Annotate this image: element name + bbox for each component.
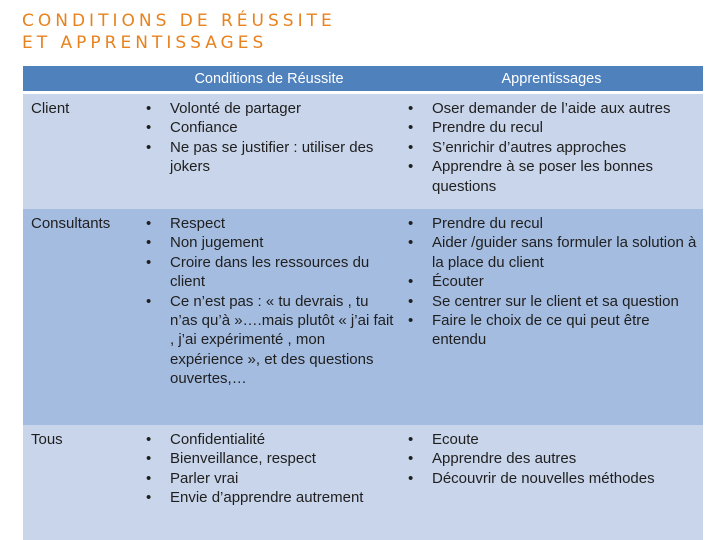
cell-apprentissages-tous	[400, 425, 703, 540]
header-conditions: Conditions de Réussite	[138, 66, 400, 93]
list-item: • Prendre du recul	[408, 214, 697, 233]
list-item: • Ce n’est pas : « tu devrais , tu n’as qu’à »….mais plutôt « j’ai fait , j’ai expérimenté , mon expérience », et des questions ouvertes,…	[146, 292, 394, 389]
list-item: • Prendre du recul	[408, 118, 697, 137]
list-item: • Ne pas se justifier : utiliser des jokers	[146, 138, 394, 177]
title-line-2: ET APPRENTISSAGES	[22, 33, 268, 53]
list-item: • Croire dans les ressources du client	[146, 253, 394, 292]
row-label-consultants: Consultants	[23, 209, 138, 425]
header-empty	[23, 66, 138, 93]
cell-conditions-tous	[138, 425, 400, 540]
list-item: • Envie d’apprendre autrement	[146, 488, 394, 507]
list-item: • Ecoute	[408, 430, 697, 449]
table-row-consultants	[23, 209, 703, 425]
header-row	[23, 66, 703, 93]
cell-conditions-consultants	[138, 209, 400, 425]
conditions-table	[23, 66, 703, 540]
list-item: • Oser demander de l’aide aux autres	[408, 99, 697, 118]
title-line-1: CONDITIONS DE RÉUSSITE	[22, 11, 336, 31]
list-item: • Confidentialité	[146, 430, 394, 449]
table-row-tous	[23, 425, 703, 540]
list-item: • Bienveillance, respect	[146, 449, 394, 468]
list-item: • Confiance	[146, 118, 394, 137]
table-row-client	[23, 93, 703, 210]
header-apprentissages: Apprentissages	[400, 66, 703, 93]
cell-conditions-client	[138, 93, 400, 210]
cell-apprentissages-consultants	[400, 209, 703, 425]
list-item: • Apprendre à se poser les bonnes questions	[408, 157, 697, 196]
list-item: • Découvrir de nouvelles méthodes	[408, 469, 697, 488]
list-item: • Respect	[146, 214, 394, 233]
cell-apprentissages-client	[400, 93, 703, 210]
list-item: • Écouter	[408, 272, 697, 291]
list-item: • Apprendre des autres	[408, 449, 697, 468]
list-item: • S’enrichir d’autres approches	[408, 138, 697, 157]
list-item: • Volonté de partager	[146, 99, 394, 118]
list-item: • Faire le choix de ce qui peut être entendu	[408, 311, 697, 350]
row-label-client: Client	[23, 93, 138, 210]
list-item: • Aider /guider sans formuler la solution à la place du client	[408, 233, 697, 272]
list-item: • Se centrer sur le client et sa question	[408, 292, 697, 311]
list-item: • Non jugement	[146, 233, 394, 252]
slide-title	[22, 10, 336, 54]
list-item: • Parler vrai	[146, 469, 394, 488]
row-label-tous: Tous	[23, 425, 138, 540]
